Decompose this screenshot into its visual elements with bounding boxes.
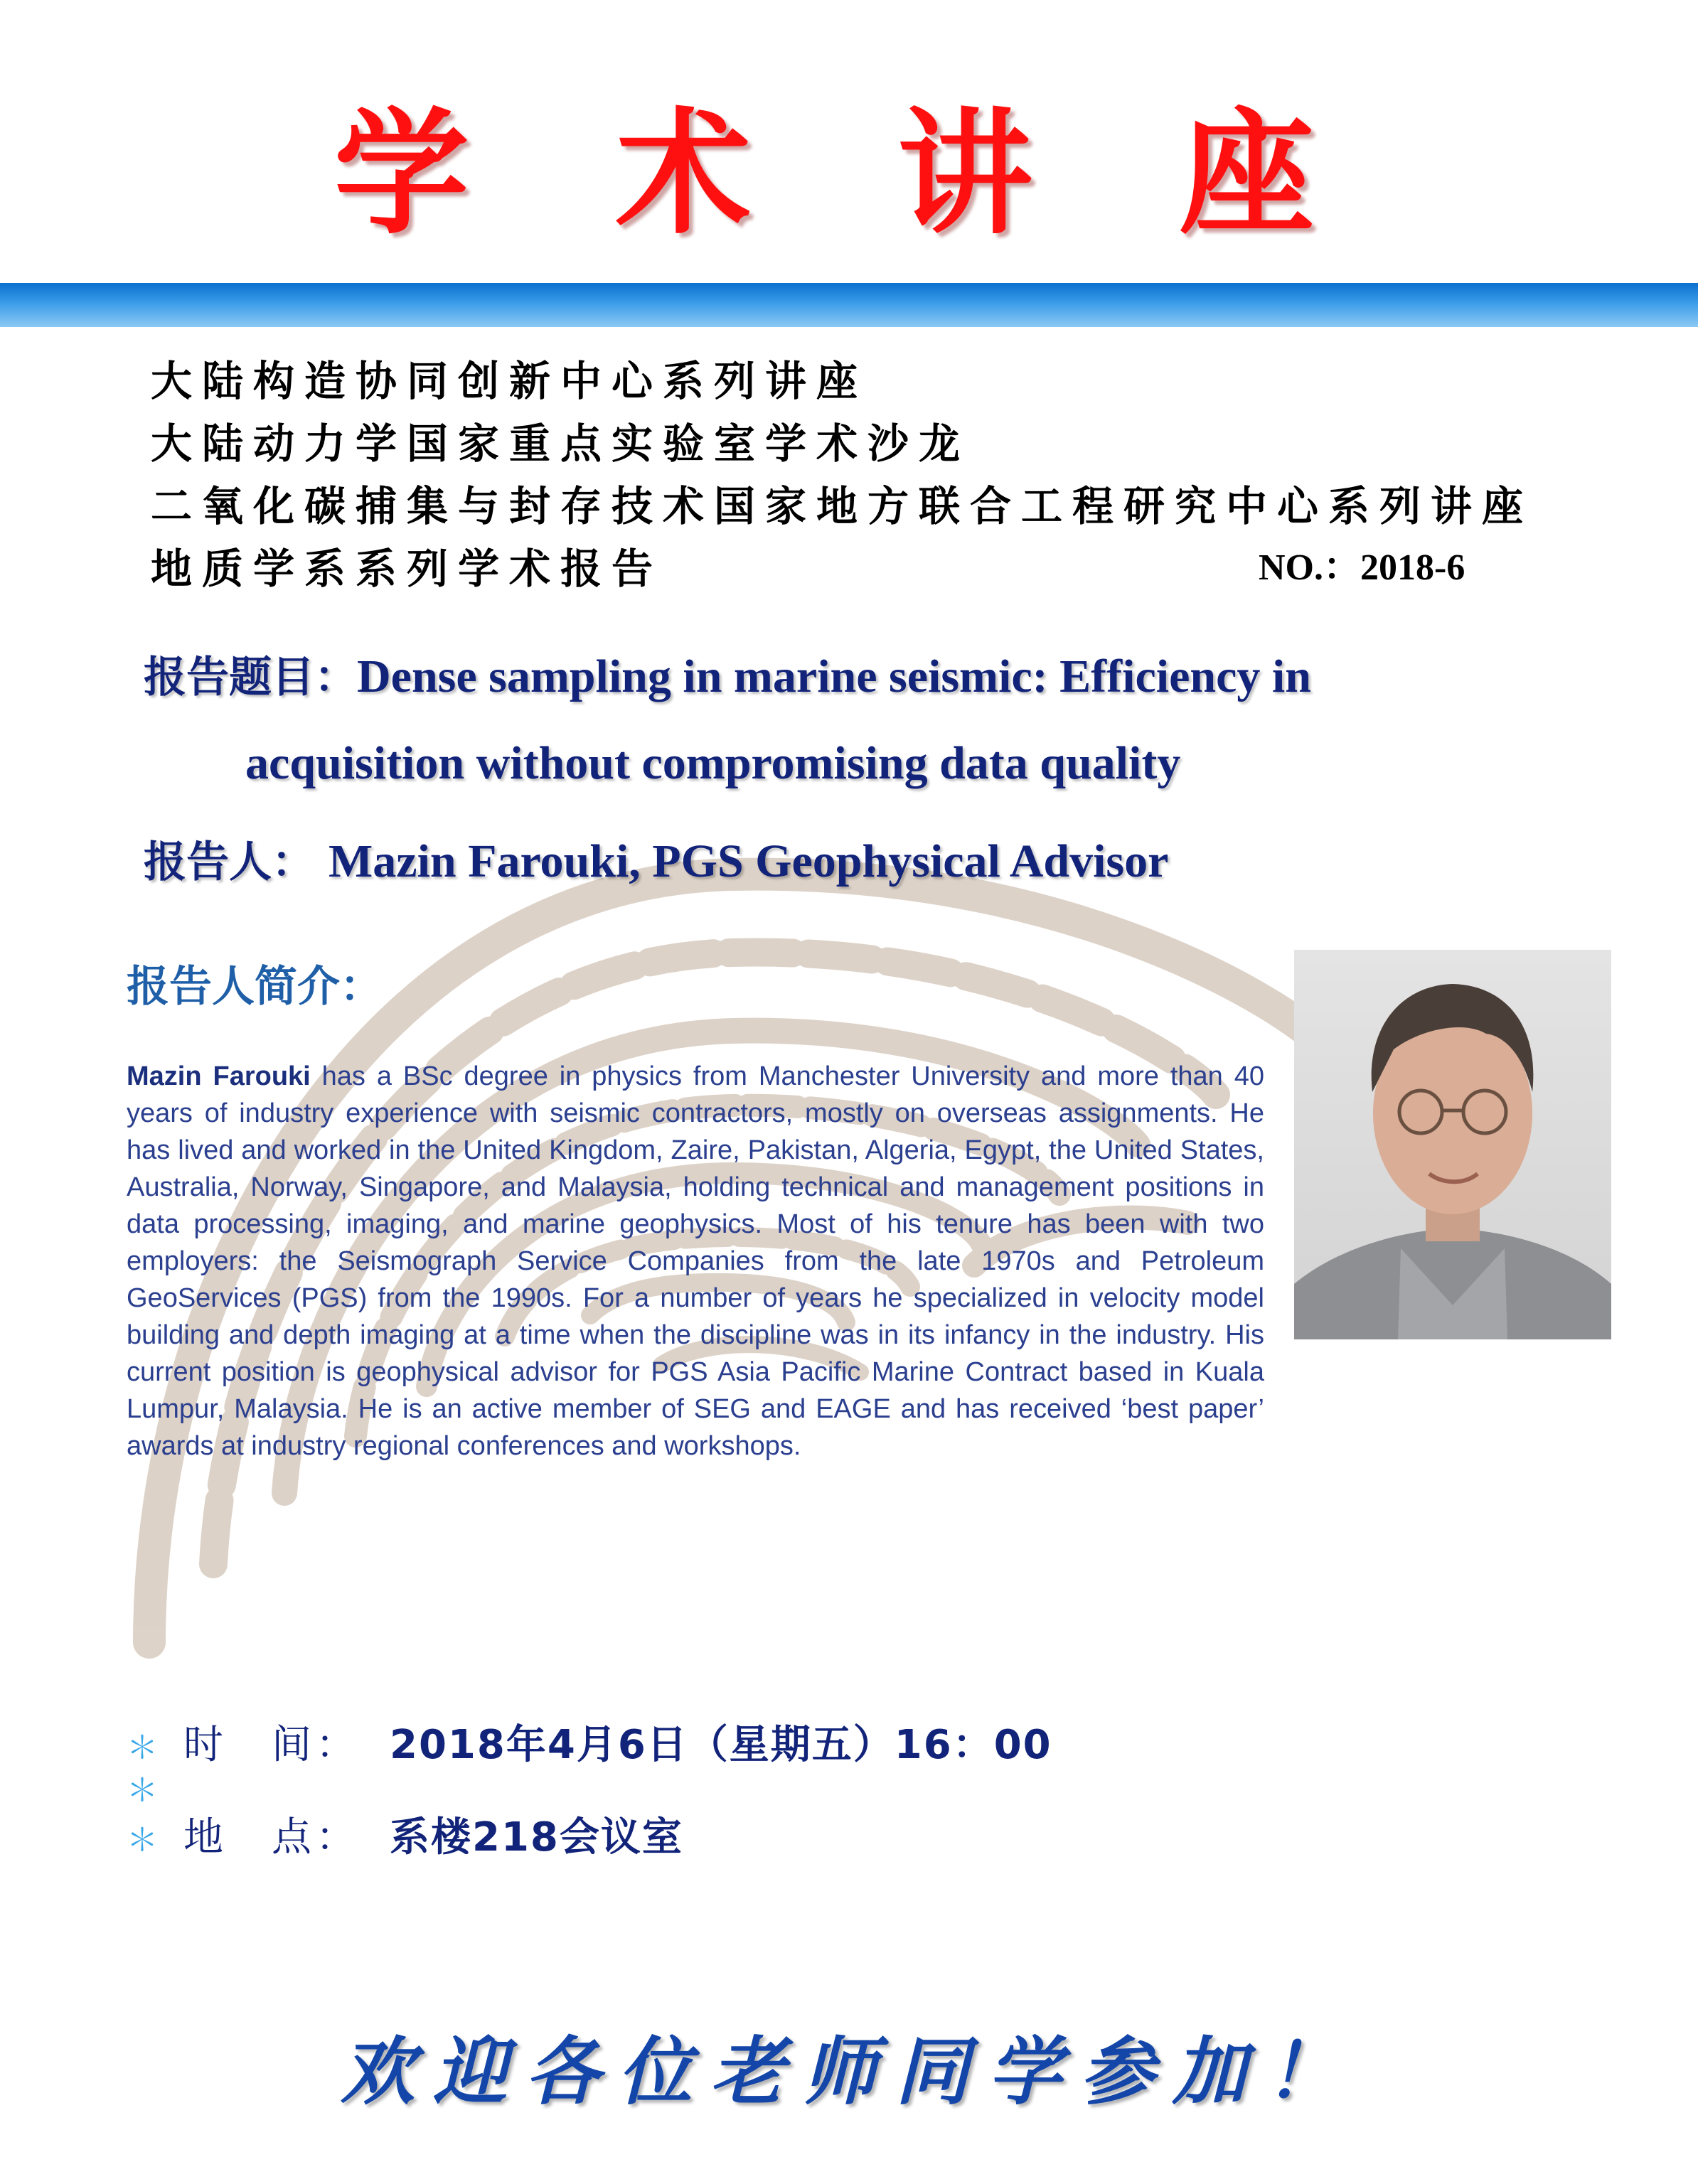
header-band [0, 283, 1698, 327]
topic-row [144, 643, 1311, 705]
speaker-row [144, 828, 1168, 889]
speaker-photo [1294, 950, 1611, 1339]
bio-name: Mazin Farouki [127, 1061, 311, 1091]
bio-heading: 报告人简介： [127, 962, 383, 1012]
page-title: 学 术 讲 座 [333, 95, 1365, 252]
speaker-name: Mazin Farouki, PGS Geophysical Advisor [329, 835, 1169, 887]
time-value: 2018年4月6日（星期五）16：00 [390, 1722, 1052, 1768]
report-number: NO.：2018-6 [1259, 547, 1465, 588]
topic-title-line-1: Dense sampling in marine seismic: Efficiency in [357, 651, 1311, 702]
series-line: 二氧化碳捕集与封存技术国家地方联合工程研究中心系列讲座 [151, 482, 1534, 530]
series-line: 地质学系系列学术报告 [151, 545, 663, 593]
time-label: 时 间： [183, 1722, 360, 1768]
topic-label: 报告题目： [144, 653, 357, 702]
time-row [127, 1713, 1052, 1770]
asterisk-icon: ＊ [127, 1772, 158, 1809]
place-row [127, 1806, 683, 1863]
asterisk-icon: ＊ [127, 1730, 158, 1766]
place-value: 系楼218会议室 [390, 1814, 683, 1861]
speaker-label: 报告人： [144, 837, 314, 887]
bio-text: has a BSc degree in physics from Manchester University and more than 40 years of industry experience with seismic contractors, mostly on overseas assignments. He has lived and worked in the United Kingdom, Zaire, Pakistan, Algeria, Egypt, the United States, Australia, Norway, Singapore, and Malaysia, holding technical and management positions in data processing, imaging, and marine geophysics. Most of his tenure has been with two employers: the Seismograph Service Companies from the late 1970s and Petroleum GeoServices (PGS) from the 1990s. For a number of years he specialized in velocity model building and depth imaging at a time when the discipline was in its infancy in the industry. His current position is geophysical advisor for PGS Asia Pacific Marine Contract based in Kuala Lumpur, Malaysia. He is an active member of SEG and EAGE and has received ‘best paper’ awards at industry regional conferences and workshops. [127, 1061, 1264, 1461]
topic-title-line-2: acquisition without compromising data quality [245, 737, 1181, 789]
bio-paragraph [127, 1058, 1264, 1465]
series-line: 大陆构造协同创新中心系列讲座 [151, 357, 868, 405]
portrait-icon [1294, 950, 1611, 1339]
bullet-row [127, 1765, 183, 1811]
place-label: 地 点： [183, 1814, 360, 1861]
welcome-banner: 欢迎各位老师同学参加！ [340, 2028, 1357, 2115]
asterisk-icon: ＊ [127, 1822, 158, 1858]
series-line: 大陆动力学国家重点实验室学术沙龙 [151, 419, 971, 468]
